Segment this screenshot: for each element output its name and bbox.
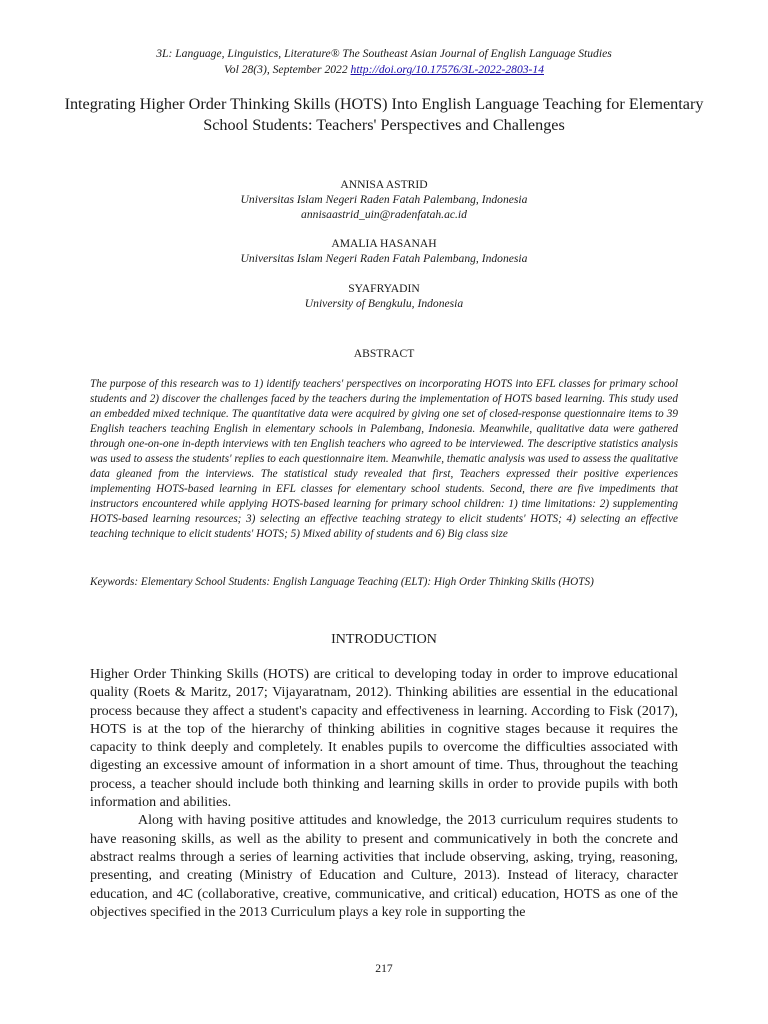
author-block-3 bbox=[0, 281, 768, 311]
doi-link[interactable]: http://doi.org/10.17576/3L-2022-2803-14 bbox=[350, 63, 544, 76]
volume-info: Vol 28(3), September 2022 bbox=[224, 63, 351, 76]
author-name: SYAFRYADIN bbox=[348, 282, 420, 295]
abstract-heading: ABSTRACT bbox=[353, 347, 415, 360]
body-text bbox=[90, 666, 678, 922]
author-affiliation: Universitas Islam Negeri Raden Fatah Palembang, Indonesia bbox=[240, 252, 528, 265]
author-block-2 bbox=[0, 236, 768, 266]
journal-header-line1: 3L: Language, Linguistics, Literature® The Southeast Asian Journal of English Language Studies bbox=[156, 47, 612, 60]
introduction-heading: INTRODUCTION bbox=[331, 632, 437, 647]
author-name: ANNISA ASTRID bbox=[340, 178, 428, 191]
author-name: AMALIA HASANAH bbox=[331, 237, 437, 250]
author-email: annisaastrid_uin@radenfatah.ac.id bbox=[301, 208, 467, 221]
author-affiliation: University of Bengkulu, Indonesia bbox=[304, 297, 464, 310]
keywords: Keywords: Elementary School Students: English Language Teaching (ELT): High Order Thinking Skills (HOTS) bbox=[90, 576, 594, 588]
paper-title: Integrating Higher Order Thinking Skills (HOTS) Into English Language Teaching for Elementary School Students: Teachers' Perspectives and Challenges bbox=[64, 95, 704, 134]
page-number: 217 bbox=[375, 962, 393, 975]
paragraph: Higher Order Thinking Skills (HOTS) are critical to developing today in order to improve educational quality (Roets & Maritz, 2017; Vijayaratnam, 2012). Thinking abilities are essential in the educational process because they affect a student's capacity and effectiveness in learning. According to Fisk (2017), HOTS is at the top of the hierarchy of thinking abilities in cognitive stages because it requires the capacity to think deeply and completely. It enables pupils to overcome the difficulties associated with digesting an excessive amount of information in a short amount of time. Thus, throughout the teaching process, a teacher should include both thinking and learning skills in order to provide pupils with both information and abilities. bbox=[90, 667, 678, 811]
author-block-1 bbox=[0, 177, 768, 222]
paragraph: Along with having positive attitudes and knowledge, the 2013 curriculum requires students to have reasoning skills, as well as the ability to present and communicatively in both the concrete and abstract realms through a series of learning activities that include observing, asking, trying, reasoning, presenting, and creating (Ministry of Education and Culture, 2013). Instead of literacy, character education, and 4C (collaborative, creative, communicative, and critical) education, HOTS as one of the objectives specified in the 2013 Curriculum plays a key role in supporting the bbox=[90, 813, 678, 920]
abstract-text: The purpose of this research was to 1) identify teachers' perspectives on incorporating HOTS into EFL classes for primary school students and 2) discover the challenges faced by the teachers during the implementation of HOTS based learning. This study used an embedded mixed technique. The quantitative data were acquired by giving one set of closed-response questionnaire items to 39 English teachers teaching English in elementary schools in Palembang, Indonesia. Meanwhile, qualitative data were gathered through one-on-one in-depth interviews with ten English teachers who agreed to be interviewed. The descriptive statistics analysis was used to assess the students' replies to each questionnaire item. Meanwhile, thematic analysis was used to assess the qualitative data gleaned from the interviews. The statistical study revealed that first, Teachers expressed their positive experiences implementing HOTS-based learning in EFL classes for elementary school students. Second, there are five impediments that instructors encountered while applying HOTS-based learning for primary school children: 1) time limitations: 2) supplementing HOTS-based learning resources; 3) selecting an effective teaching strategy to elicit students' HOTS; 4) selecting an effective teaching technique to elicit students' HOTS; 5) Mixed ability of students and 6) Big class size bbox=[90, 378, 678, 540]
journal-header-line2 bbox=[0, 62, 768, 77]
author-affiliation: Universitas Islam Negeri Raden Fatah Palembang, Indonesia bbox=[240, 193, 528, 206]
